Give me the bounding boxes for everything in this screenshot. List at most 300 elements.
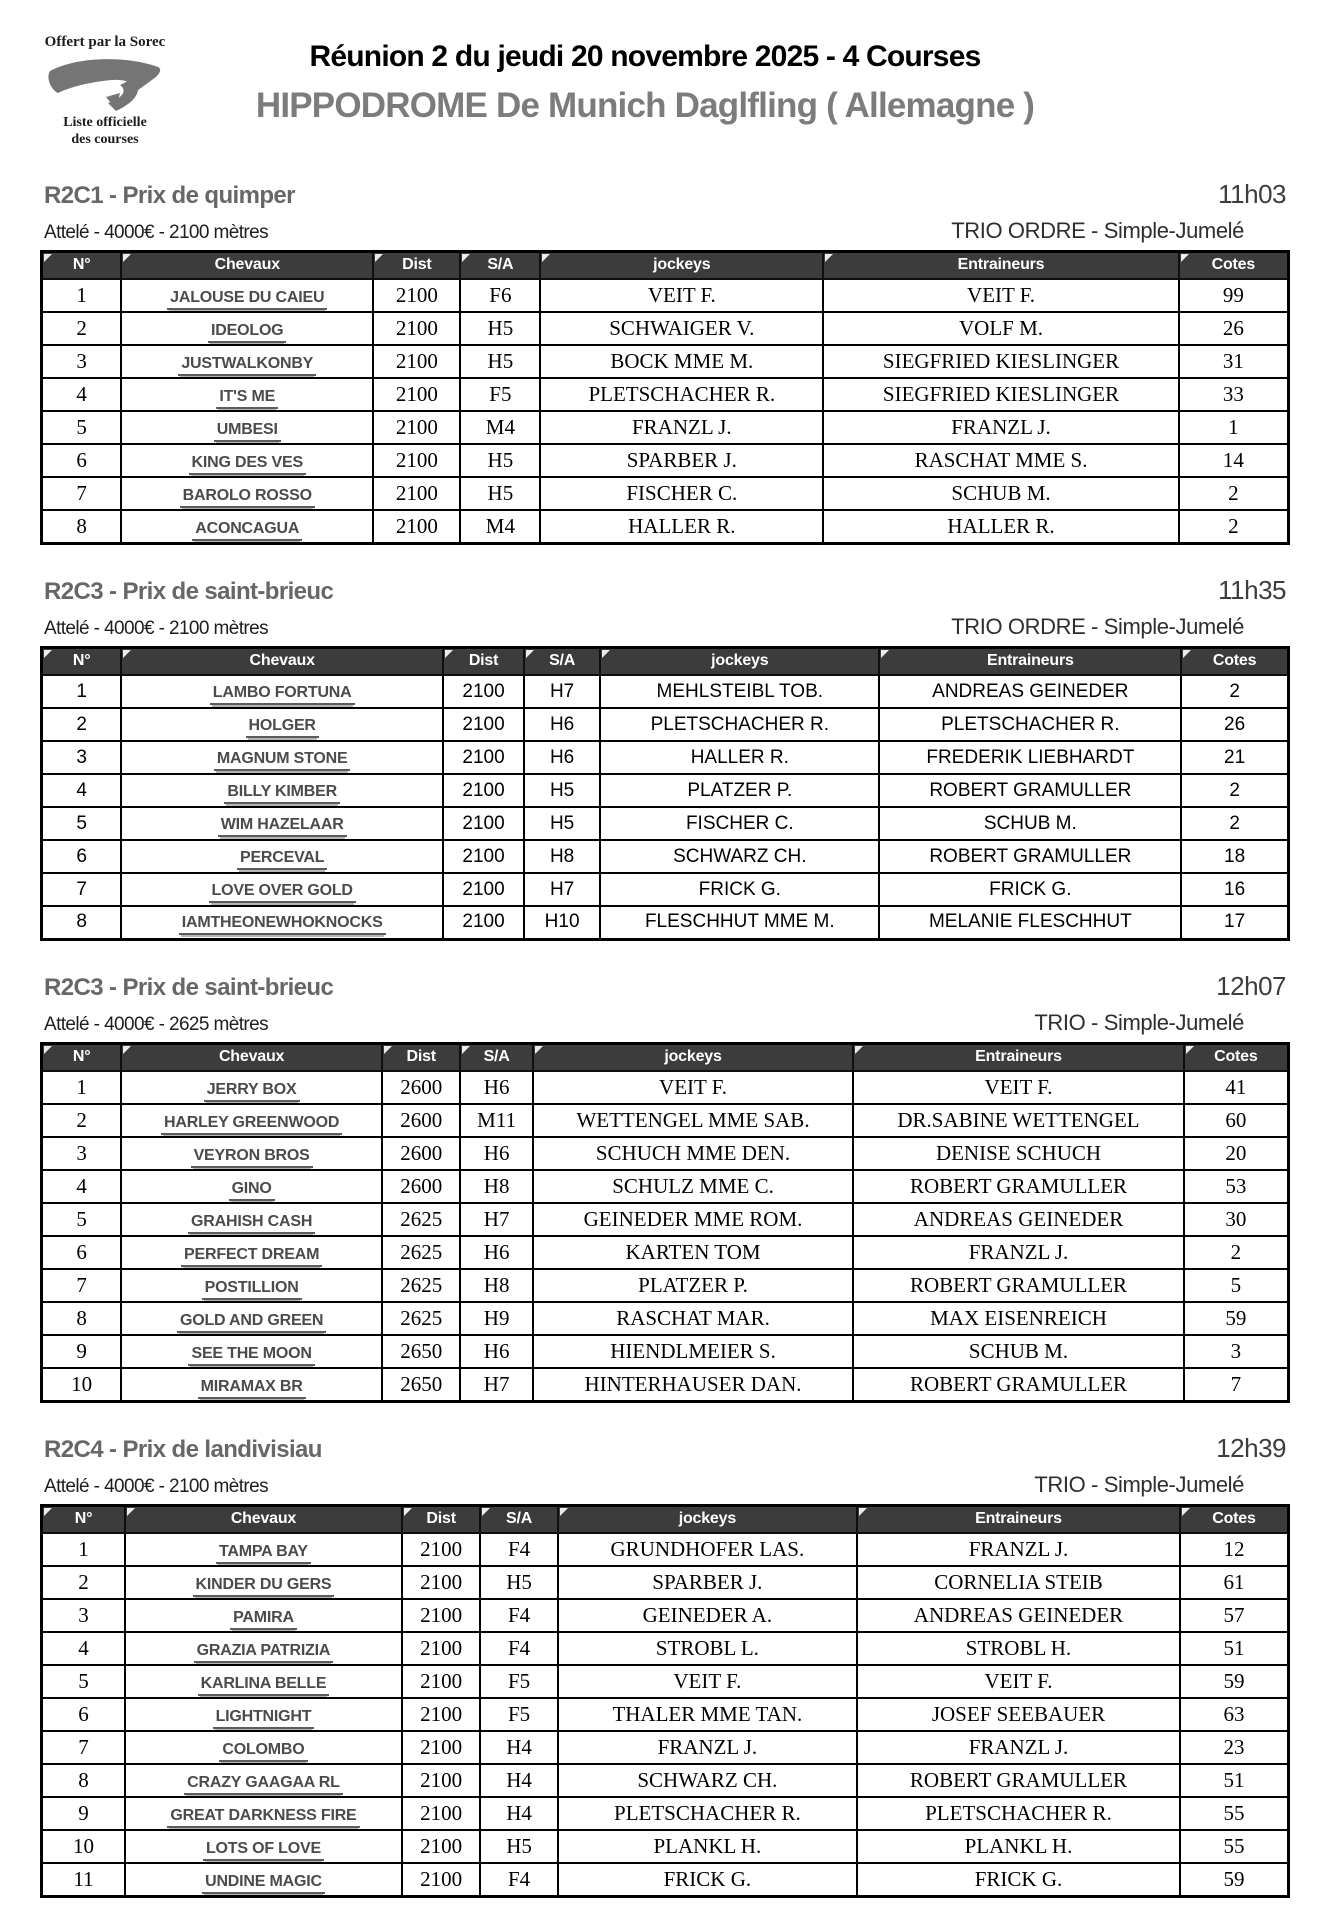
trainer-cell: SIEGFRIED KIESLINGER bbox=[823, 378, 1178, 411]
sex-age-cell: H5 bbox=[524, 774, 600, 807]
trainer-cell: ROBERT GRAMULLER bbox=[879, 774, 1181, 807]
race-section bbox=[40, 971, 1290, 1403]
horse-name: UNDINE MAGIC bbox=[202, 1873, 325, 1894]
column-header-label: S/A bbox=[487, 256, 514, 274]
horse-name: JERRY BOX bbox=[204, 1081, 300, 1102]
runner-number-cell: 1 bbox=[42, 1533, 126, 1566]
runner-number-cell: 1 bbox=[42, 279, 122, 312]
odds-cell: 2 bbox=[1179, 477, 1289, 510]
runner-row bbox=[42, 741, 1289, 774]
column-header-s-a bbox=[524, 647, 600, 675]
runner-number-cell: 8 bbox=[42, 1764, 126, 1797]
sort-triangle-icon bbox=[1186, 1046, 1194, 1054]
runner-row bbox=[42, 1632, 1289, 1665]
sex-age-cell: H5 bbox=[480, 1566, 557, 1599]
runner-number-cell: 2 bbox=[42, 708, 122, 741]
odds-cell: 2 bbox=[1181, 807, 1288, 840]
runners-table-body bbox=[42, 675, 1289, 939]
jockey-cell: PLATZER P. bbox=[533, 1269, 853, 1302]
race-start-time: 11h35 bbox=[1218, 574, 1286, 605]
horse-name: UMBESI bbox=[214, 421, 281, 442]
horse-name-cell bbox=[121, 444, 373, 477]
sort-triangle-icon bbox=[535, 1046, 543, 1054]
header-titles bbox=[180, 34, 1110, 149]
horse-name-cell bbox=[121, 1236, 382, 1269]
horse-name-cell bbox=[125, 1731, 402, 1764]
sort-triangle-icon bbox=[404, 1508, 412, 1516]
runners-table bbox=[40, 1042, 1290, 1403]
distance-cell: 2100 bbox=[443, 840, 524, 873]
logo-bottom-line1: Liste officielle bbox=[63, 115, 147, 130]
runner-number-cell: 3 bbox=[42, 1599, 126, 1632]
jockey-cell: KARTEN TOM bbox=[533, 1236, 853, 1269]
column-header-label: Entraineurs bbox=[975, 1510, 1062, 1528]
runner-row bbox=[42, 1302, 1289, 1335]
sort-triangle-icon bbox=[1183, 650, 1191, 658]
runner-number-cell: 3 bbox=[42, 1137, 122, 1170]
sex-age-cell: F4 bbox=[480, 1533, 557, 1566]
horse-name: PAMIRA bbox=[230, 1609, 297, 1630]
runner-number-cell: 5 bbox=[42, 807, 122, 840]
jockey-cell: SCHWARZ CH. bbox=[600, 840, 879, 873]
runner-row bbox=[42, 1236, 1289, 1269]
trainer-cell: MELANIE FLESCHHUT bbox=[879, 906, 1181, 939]
horse-name: IDEOLOG bbox=[208, 322, 286, 343]
trainer-cell: PLETSCHACHER R. bbox=[857, 1797, 1180, 1830]
column-header-cotes bbox=[1184, 1043, 1289, 1071]
hippodrome-title: HIPPODROME De Munich Daglfling ( Allemagne ) bbox=[255, 86, 1035, 125]
odds-cell: 41 bbox=[1184, 1071, 1289, 1104]
column-header-label: N° bbox=[72, 256, 91, 274]
horse-name: GINO bbox=[229, 1180, 275, 1201]
sort-triangle-icon bbox=[375, 254, 383, 262]
race-header-line bbox=[40, 971, 1290, 1002]
column-header-label: Chevaux bbox=[249, 652, 315, 670]
column-header-label: N° bbox=[72, 1048, 91, 1066]
column-header-label: Cotes bbox=[1211, 256, 1256, 274]
distance-cell: 2100 bbox=[373, 345, 460, 378]
meeting-title: Réunion 2 du jeudi 20 novembre 2025 - 4 Courses bbox=[309, 40, 981, 73]
column-header-dist bbox=[382, 1043, 461, 1071]
column-header-n- bbox=[42, 251, 122, 279]
distance-cell: 2100 bbox=[402, 1731, 481, 1764]
jockey-cell: SCHULZ MME C. bbox=[533, 1170, 853, 1203]
runner-number-cell: 5 bbox=[42, 1203, 122, 1236]
odds-cell: 17 bbox=[1181, 906, 1288, 939]
trainer-cell: ROBERT GRAMULLER bbox=[879, 840, 1181, 873]
jockey-cell: SPARBER J. bbox=[540, 444, 823, 477]
distance-cell: 2100 bbox=[402, 1764, 481, 1797]
horse-name-cell bbox=[121, 378, 373, 411]
odds-cell: 1 bbox=[1179, 411, 1289, 444]
trainer-cell: HALLER R. bbox=[823, 510, 1178, 543]
jockey-cell: PLATZER P. bbox=[600, 774, 879, 807]
runner-number-cell: 8 bbox=[42, 1302, 122, 1335]
horse-name-cell bbox=[121, 1137, 382, 1170]
runner-number-cell: 5 bbox=[42, 1665, 126, 1698]
runner-number-cell: 6 bbox=[42, 444, 122, 477]
odds-cell: 7 bbox=[1184, 1368, 1289, 1401]
runner-row bbox=[42, 1764, 1289, 1797]
column-header-jockeys bbox=[600, 647, 879, 675]
distance-cell: 2100 bbox=[402, 1797, 481, 1830]
sex-age-cell: H8 bbox=[524, 840, 600, 873]
runner-number-cell: 4 bbox=[42, 378, 122, 411]
column-header-label: Dist bbox=[406, 1048, 436, 1066]
trainer-cell: FRANZL J. bbox=[857, 1533, 1180, 1566]
column-header-n- bbox=[42, 1043, 122, 1071]
race-title: R2C3 - Prix de saint-brieuc bbox=[44, 973, 334, 1001]
runner-row bbox=[42, 774, 1289, 807]
jockey-cell: SCHWAIGER V. bbox=[540, 312, 823, 345]
sort-triangle-icon bbox=[44, 650, 52, 658]
runner-number-cell: 4 bbox=[42, 774, 122, 807]
trainer-cell: SIEGFRIED KIESLINGER bbox=[823, 345, 1178, 378]
jockey-cell: VEIT F. bbox=[558, 1665, 857, 1698]
distance-cell: 2100 bbox=[402, 1632, 481, 1665]
horse-name: BILLY KIMBER bbox=[224, 783, 340, 804]
trainer-cell: ROBERT GRAMULLER bbox=[857, 1764, 1180, 1797]
trainer-cell: MAX EISENREICH bbox=[853, 1302, 1183, 1335]
race-start-time: 12h07 bbox=[1216, 970, 1286, 1001]
sex-age-cell: H6 bbox=[460, 1236, 532, 1269]
sort-triangle-icon bbox=[526, 650, 534, 658]
jockey-cell: GRUNDHOFER LAS. bbox=[558, 1533, 857, 1566]
horse-name: GREAT DARKNESS FIRE bbox=[167, 1807, 359, 1828]
runner-row bbox=[42, 873, 1289, 906]
runner-row bbox=[42, 1698, 1289, 1731]
race-bet-types: TRIO ORDRE - Simple-Jumelé bbox=[951, 613, 1244, 639]
sort-triangle-icon bbox=[123, 1046, 131, 1054]
odds-cell: 30 bbox=[1184, 1203, 1289, 1236]
horse-name-cell bbox=[121, 906, 443, 939]
odds-cell: 51 bbox=[1180, 1632, 1289, 1665]
sort-triangle-icon bbox=[602, 650, 610, 658]
runner-number-cell: 4 bbox=[42, 1170, 122, 1203]
jockey-cell: HALLER R. bbox=[600, 741, 879, 774]
sex-age-cell: H5 bbox=[460, 477, 540, 510]
race-bet-types: TRIO ORDRE - Simple-Jumelé bbox=[951, 217, 1244, 243]
runner-row bbox=[42, 1335, 1289, 1368]
jockey-cell: WETTENGEL MME SAB. bbox=[533, 1104, 853, 1137]
trainer-cell: FRANZL J. bbox=[823, 411, 1178, 444]
horse-name: CRAZY GAAGAA RL bbox=[184, 1774, 343, 1795]
sort-triangle-icon bbox=[859, 1508, 867, 1516]
horse-name-cell bbox=[125, 1665, 402, 1698]
horse-name: COLOMBO bbox=[219, 1741, 307, 1762]
runner-row bbox=[42, 1863, 1289, 1896]
horse-name-cell bbox=[125, 1764, 402, 1797]
distance-cell: 2625 bbox=[382, 1269, 461, 1302]
horse-name-cell bbox=[121, 840, 443, 873]
race-title: R2C3 - Prix de saint-brieuc bbox=[44, 577, 334, 605]
trainer-cell: ANDREAS GEINEDER bbox=[879, 675, 1181, 708]
odds-cell: 59 bbox=[1184, 1302, 1289, 1335]
jockey-cell: SPARBER J. bbox=[558, 1566, 857, 1599]
odds-cell: 20 bbox=[1184, 1137, 1289, 1170]
race-header-line bbox=[40, 179, 1290, 210]
odds-cell: 26 bbox=[1179, 312, 1289, 345]
horse-name: LOVE OVER GOLD bbox=[209, 882, 356, 903]
sorec-horse-logo-icon bbox=[46, 53, 164, 115]
sex-age-cell: H4 bbox=[480, 1731, 557, 1764]
jockey-cell: FISCHER C. bbox=[600, 807, 879, 840]
race-conditions: Attelé - 4000€ - 2100 mètres bbox=[44, 617, 269, 639]
sort-triangle-icon bbox=[825, 254, 833, 262]
trainer-cell: VEIT F. bbox=[823, 279, 1178, 312]
distance-cell: 2100 bbox=[443, 708, 524, 741]
distance-cell: 2100 bbox=[443, 675, 524, 708]
jockey-cell: VEIT F. bbox=[540, 279, 823, 312]
runner-row bbox=[42, 1137, 1289, 1170]
column-header-chevaux bbox=[121, 1043, 382, 1071]
odds-cell: 5 bbox=[1184, 1269, 1289, 1302]
sex-age-cell: H10 bbox=[524, 906, 600, 939]
sex-age-cell: H5 bbox=[460, 444, 540, 477]
runner-row bbox=[42, 906, 1289, 939]
runner-number-cell: 7 bbox=[42, 873, 122, 906]
column-header-dist bbox=[373, 251, 460, 279]
horse-name: KARLINA BELLE bbox=[198, 1675, 330, 1696]
trainer-cell: DR.SABINE WETTENGEL bbox=[853, 1104, 1183, 1137]
column-header-entraineurs bbox=[857, 1505, 1180, 1533]
distance-cell: 2100 bbox=[402, 1533, 481, 1566]
odds-cell: 26 bbox=[1181, 708, 1288, 741]
horse-name: SEE THE MOON bbox=[188, 1345, 314, 1366]
distance-cell: 2625 bbox=[382, 1203, 461, 1236]
horse-name-cell bbox=[125, 1863, 402, 1896]
distance-cell: 2100 bbox=[402, 1566, 481, 1599]
horse-name: JALOUSE DU CAIEU bbox=[167, 289, 327, 310]
runner-number-cell: 2 bbox=[42, 1104, 122, 1137]
distance-cell: 2100 bbox=[402, 1698, 481, 1731]
runner-row bbox=[42, 510, 1289, 543]
horse-name-cell bbox=[121, 774, 443, 807]
table-header-row bbox=[42, 1043, 1289, 1071]
table-header-row bbox=[42, 1505, 1289, 1533]
trainer-cell: STROBL H. bbox=[857, 1632, 1180, 1665]
jockey-cell: FLESCHHUT MME M. bbox=[600, 906, 879, 939]
sort-triangle-icon bbox=[44, 254, 52, 262]
race-subheader-line bbox=[40, 1010, 1290, 1036]
jockey-cell: SCHWARZ CH. bbox=[558, 1764, 857, 1797]
distance-cell: 2600 bbox=[382, 1104, 461, 1137]
column-header-cotes bbox=[1179, 251, 1289, 279]
column-header-chevaux bbox=[121, 647, 443, 675]
runner-row bbox=[42, 1203, 1289, 1236]
runner-number-cell: 4 bbox=[42, 1632, 126, 1665]
runner-number-cell: 6 bbox=[42, 1698, 126, 1731]
trainer-cell: FRICK G. bbox=[879, 873, 1181, 906]
jockey-cell: PLETSCHACHER R. bbox=[540, 378, 823, 411]
trainer-cell: FRICK G. bbox=[857, 1863, 1180, 1896]
trainer-cell: VEIT F. bbox=[857, 1665, 1180, 1698]
column-header-s-a bbox=[480, 1505, 557, 1533]
runner-number-cell: 1 bbox=[42, 1071, 122, 1104]
runner-row bbox=[42, 411, 1289, 444]
race-header-line bbox=[40, 1433, 1290, 1464]
horse-name: JUSTWALKONBY bbox=[178, 355, 316, 376]
odds-cell: 12 bbox=[1180, 1533, 1289, 1566]
jockey-cell: MEHLSTEIBL TOB. bbox=[600, 675, 879, 708]
horse-name-cell bbox=[121, 1104, 382, 1137]
sort-triangle-icon bbox=[123, 650, 131, 658]
column-header-label: Chevaux bbox=[214, 256, 280, 274]
distance-cell: 2100 bbox=[373, 477, 460, 510]
horse-name-cell bbox=[121, 1071, 382, 1104]
odds-cell: 53 bbox=[1184, 1170, 1289, 1203]
horse-name-cell bbox=[125, 1566, 402, 1599]
odds-cell: 2 bbox=[1179, 510, 1289, 543]
sort-triangle-icon bbox=[384, 1046, 392, 1054]
column-header-s-a bbox=[460, 1043, 532, 1071]
odds-cell: 2 bbox=[1184, 1236, 1289, 1269]
jockey-cell: FRANZL J. bbox=[558, 1731, 857, 1764]
column-header-dist bbox=[402, 1505, 481, 1533]
horse-name-cell bbox=[121, 675, 443, 708]
odds-cell: 61 bbox=[1180, 1566, 1289, 1599]
runner-number-cell: 5 bbox=[42, 411, 122, 444]
jockey-cell: SCHUCH MME DEN. bbox=[533, 1137, 853, 1170]
horse-name-cell bbox=[121, 510, 373, 543]
runner-row bbox=[42, 1797, 1289, 1830]
column-header-label: jockeys bbox=[653, 256, 711, 274]
jockey-cell: STROBL L. bbox=[558, 1632, 857, 1665]
horse-name-cell bbox=[121, 411, 373, 444]
column-header-n- bbox=[42, 1505, 126, 1533]
race-conditions: Attelé - 4000€ - 2100 mètres bbox=[44, 1475, 269, 1497]
runner-number-cell: 2 bbox=[42, 1566, 126, 1599]
sex-age-cell: F6 bbox=[460, 279, 540, 312]
column-header-dist bbox=[443, 647, 524, 675]
runner-row bbox=[42, 312, 1289, 345]
race-header-line bbox=[40, 575, 1290, 606]
page-header bbox=[0, 0, 1330, 149]
logo-bottom-line2: des courses bbox=[71, 131, 139, 147]
horse-name: HARLEY GREENWOOD bbox=[161, 1114, 342, 1135]
table-header-row bbox=[42, 251, 1289, 279]
column-header-jockeys bbox=[558, 1505, 857, 1533]
logo-top-text: Offert par la Sorec bbox=[44, 34, 166, 50]
runner-row bbox=[42, 675, 1289, 708]
sex-age-cell: M11 bbox=[460, 1104, 532, 1137]
odds-cell: 60 bbox=[1184, 1104, 1289, 1137]
column-header-s-a bbox=[460, 251, 540, 279]
column-header-chevaux bbox=[121, 251, 373, 279]
horse-name-cell bbox=[125, 1698, 402, 1731]
sex-age-cell: H8 bbox=[460, 1170, 532, 1203]
sort-triangle-icon bbox=[881, 650, 889, 658]
column-header-cotes bbox=[1180, 1505, 1289, 1533]
runner-number-cell: 7 bbox=[42, 1731, 126, 1764]
trainer-cell: FRANZL J. bbox=[853, 1236, 1183, 1269]
trainer-cell: JOSEF SEEBAUER bbox=[857, 1698, 1180, 1731]
odds-cell: 55 bbox=[1180, 1830, 1289, 1863]
odds-cell: 33 bbox=[1179, 378, 1289, 411]
jockey-cell: FRANZL J. bbox=[540, 411, 823, 444]
sex-age-cell: H7 bbox=[460, 1203, 532, 1236]
distance-cell: 2600 bbox=[382, 1071, 461, 1104]
column-header-label: jockeys bbox=[664, 1048, 722, 1066]
horse-name: GRAHISH CASH bbox=[188, 1213, 315, 1234]
sort-triangle-icon bbox=[445, 650, 453, 658]
sorec-logo bbox=[30, 34, 180, 149]
horse-name: KING DES VES bbox=[189, 454, 306, 475]
distance-cell: 2625 bbox=[382, 1302, 461, 1335]
horse-name: MIRAMAX BR bbox=[198, 1378, 306, 1399]
sex-age-cell: H9 bbox=[460, 1302, 532, 1335]
race-title: R2C1 - Prix de quimper bbox=[44, 181, 295, 209]
horse-name: GRAZIA PATRIZIA bbox=[194, 1642, 334, 1663]
runner-number-cell: 11 bbox=[42, 1863, 126, 1896]
horse-name-cell bbox=[121, 1302, 382, 1335]
runner-number-cell: 2 bbox=[42, 312, 122, 345]
column-header-cotes bbox=[1181, 647, 1288, 675]
trainer-cell: SCHUB M. bbox=[853, 1335, 1183, 1368]
jockey-cell: GEINEDER A. bbox=[558, 1599, 857, 1632]
odds-cell: 57 bbox=[1180, 1599, 1289, 1632]
distance-cell: 2100 bbox=[443, 807, 524, 840]
horse-name: GOLD AND GREEN bbox=[177, 1312, 326, 1333]
horse-name-cell bbox=[121, 1170, 382, 1203]
race-subheader-line bbox=[40, 614, 1290, 640]
sex-age-cell: H5 bbox=[460, 312, 540, 345]
sex-age-cell: H6 bbox=[460, 1071, 532, 1104]
jockey-cell: HIENDLMEIER S. bbox=[533, 1335, 853, 1368]
odds-cell: 21 bbox=[1181, 741, 1288, 774]
sex-age-cell: F4 bbox=[480, 1632, 557, 1665]
odds-cell: 2 bbox=[1181, 774, 1288, 807]
horse-name: HOLGER bbox=[246, 717, 319, 738]
trainer-cell: PLETSCHACHER R. bbox=[879, 708, 1181, 741]
race-title: R2C4 - Prix de landivisiau bbox=[44, 1435, 322, 1463]
column-header-label: Dist bbox=[426, 1510, 456, 1528]
runner-number-cell: 6 bbox=[42, 1236, 122, 1269]
odds-cell: 55 bbox=[1180, 1797, 1289, 1830]
distance-cell: 2100 bbox=[443, 774, 524, 807]
distance-cell: 2100 bbox=[373, 444, 460, 477]
trainer-cell: VOLF M. bbox=[823, 312, 1178, 345]
sex-age-cell: H5 bbox=[524, 807, 600, 840]
horse-name-cell bbox=[125, 1599, 402, 1632]
trainer-cell: SCHUB M. bbox=[823, 477, 1178, 510]
jockey-cell: BOCK MME M. bbox=[540, 345, 823, 378]
runner-number-cell: 9 bbox=[42, 1335, 122, 1368]
jockey-cell: RASCHAT MAR. bbox=[533, 1302, 853, 1335]
runner-row bbox=[42, 1269, 1289, 1302]
column-header-label: N° bbox=[72, 652, 91, 670]
distance-cell: 2100 bbox=[443, 906, 524, 939]
race-bet-types: TRIO - Simple-Jumelé bbox=[1034, 1009, 1244, 1035]
column-header-label: Cotes bbox=[1212, 1510, 1256, 1528]
runner-row bbox=[42, 1566, 1289, 1599]
column-header-entraineurs bbox=[823, 251, 1178, 279]
jockey-cell: HINTERHAUSER DAN. bbox=[533, 1368, 853, 1401]
runner-row bbox=[42, 1170, 1289, 1203]
sex-age-cell: H7 bbox=[460, 1368, 532, 1401]
horse-name: LOTS OF LOVE bbox=[203, 1840, 324, 1861]
runner-number-cell: 7 bbox=[42, 477, 122, 510]
distance-cell: 2100 bbox=[402, 1599, 481, 1632]
column-header-label: S/A bbox=[549, 652, 576, 670]
sort-triangle-icon bbox=[462, 254, 470, 262]
runner-row bbox=[42, 840, 1289, 873]
sort-triangle-icon bbox=[482, 1508, 490, 1516]
runner-number-cell: 7 bbox=[42, 1269, 122, 1302]
runner-number-cell: 10 bbox=[42, 1368, 122, 1401]
runner-row bbox=[42, 1731, 1289, 1764]
race-section bbox=[40, 1433, 1290, 1898]
